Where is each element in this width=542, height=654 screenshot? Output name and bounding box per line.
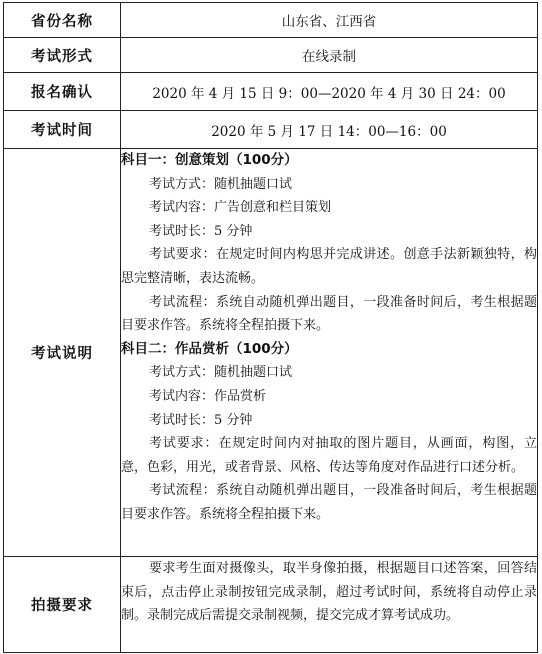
format-row	[4, 38, 538, 73]
description-row	[4, 149, 538, 557]
exam-info-table	[3, 2, 538, 653]
subject2-method: 考试方式：随机抽题口试	[149, 365, 293, 381]
subject1-process: 考试流程：系统自动随机弹出题目，一段准备时间后，考生根据题目要求作答。系统将全程拍摄下来。	[121, 294, 537, 334]
subject1-content: 考试内容：广告创意和栏目策划	[149, 200, 332, 216]
description-label: 考试说明	[4, 149, 121, 557]
filming-content	[121, 557, 538, 653]
examtime-value: 2020 年 5 月 17 日 14：00—16：00	[121, 111, 538, 149]
province-row	[4, 3, 538, 38]
description-content	[121, 149, 538, 557]
signup-label: 报名确认	[4, 73, 121, 111]
subject2-title: 科目二：作品赏析（100分）	[121, 340, 298, 357]
subject2-process: 考试流程：系统自动随机弹出题目，一段准备时间后，考生根据题目要求作答。系统将全程拍摄下来。	[121, 483, 537, 522]
subject2-duration: 考试时长：5 分钟	[149, 412, 253, 428]
format-value: 在线录制	[121, 38, 538, 73]
examtime-label: 考试时间	[4, 111, 121, 149]
subject1-title: 科目一：创意策划（100分）	[121, 152, 298, 168]
signup-value: 2020 年 4 月 15 日 9：00—2020 年 4 月 30 日 24：00	[121, 73, 538, 111]
filming-text: 要求考生面对摄像头，取半身像拍摄，根据题目口述答案，回答结束后，点击停止录制按钮完成录制，超过考试时间，系统将自动停止录制。录制完成后需提交录制视频，提交完成才算考试成功。	[121, 561, 537, 624]
signup-row	[4, 73, 538, 111]
subject1-requirement: 考试要求：在规定时间内构思并完成讲述。创意手法新颖独特，构思完整清晰，表达流畅。	[121, 247, 537, 286]
province-label: 省份名称	[4, 3, 121, 38]
filming-label: 拍摄要求	[4, 557, 121, 653]
subject2-requirement: 考试要求：在规定时间内对抽取的图片题目，从画面，构图，立意，色彩，用光，或者背景、风格、传达等角度对作品进行口述分析。	[121, 436, 537, 475]
province-value: 山东省、江西省	[121, 3, 538, 38]
filming-row	[4, 557, 538, 653]
format-label: 考试形式	[4, 38, 121, 73]
subject1-method: 考试方式：随机抽题口试	[149, 176, 293, 192]
subject2-content: 考试内容：作品赏析	[149, 388, 267, 404]
subject1-duration: 考试时长：5 分钟	[149, 223, 253, 239]
examtime-row	[4, 111, 538, 149]
